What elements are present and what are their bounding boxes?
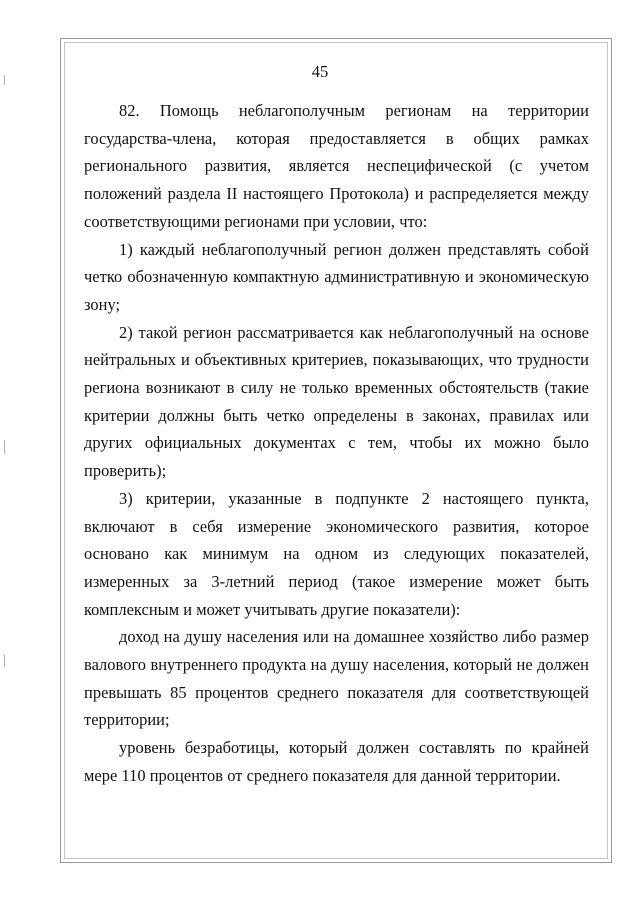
paragraph-unemployment-indicator: уровень безработицы, который должен составлять по крайней мере 110 процентов от среднего показателя для данной территории. (84, 738, 589, 785)
paragraph-item-3: 3) критерии, указанные в подпункте 2 настоящего пункта, включают в себя измерение экономического развития, которое основано как минимум на одном из следующих показателей, измеренных за 3-летний период (такое измерение может быть комплексным и может учитывать другие показатели): (84, 488, 589, 619)
paragraph-item-1: 1) каждый неблагополучный регион должен представлять собой четко обозначенную компактную административную и экономическую зону; (84, 239, 589, 314)
paragraph-item-2: 2) такой регион рассматривается как неблагополучный на основе нейтральных и объективных критериев, показывающих, что трудности региона возникают в силу не только временных обстоятельств (такие критерии должны быть четко определены в законах, правилах или других официальных документах с тем, чтобы их можно было проверить); (84, 322, 589, 481)
scan-mark (4, 440, 5, 454)
scan-mark (4, 655, 5, 667)
page-number: 45 (311, 62, 329, 81)
document-body (84, 97, 589, 790)
paragraph-income-indicator: доход на душу населения или на домашнее хозяйство либо размер валового внутреннего продукта на душу населения, который не должен превышать 85 процентов среднего показателя для соответствующей территории; (84, 627, 589, 730)
paragraph-82: 82. Помощь неблагополучным регионам на территории государства-члена, которая предоставляется в общих рамках регионального развития, является неспецифической (с учетом положений раздела II настоящего Протокола) и распределяется между соответствующими регионами при условии, что: (84, 101, 589, 231)
